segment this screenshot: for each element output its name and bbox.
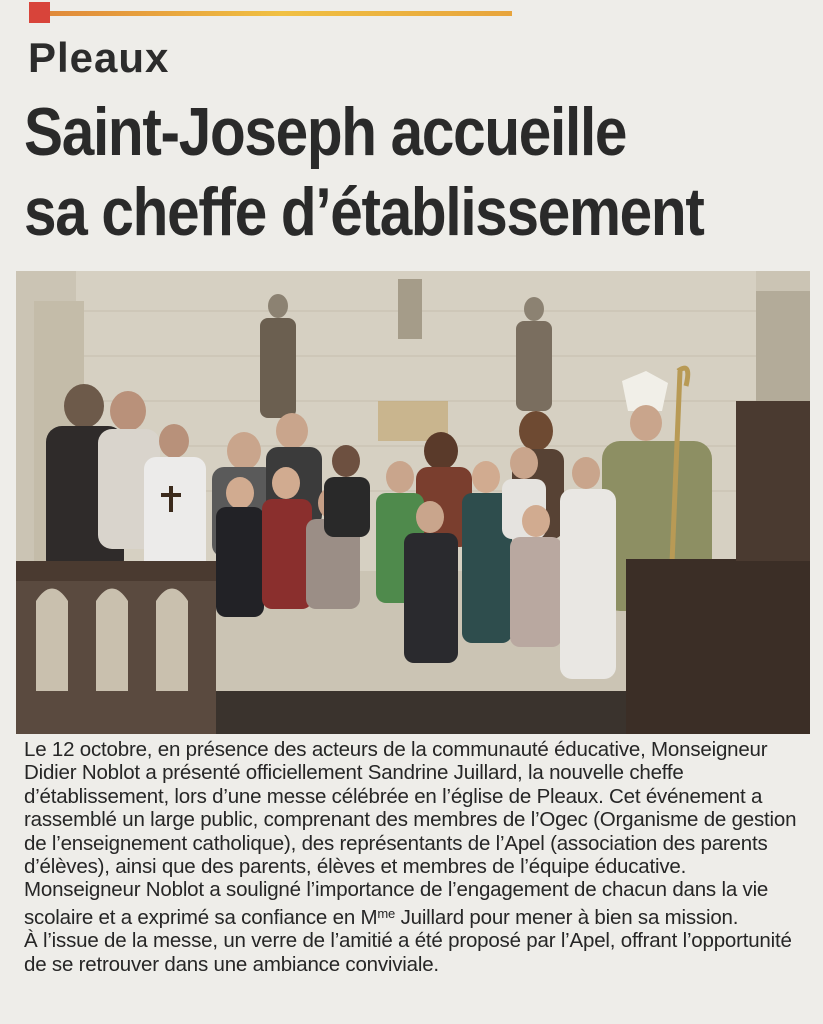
section-rule <box>50 11 512 16</box>
section-marker <box>29 2 50 23</box>
group-photo <box>16 271 810 734</box>
paragraph-1-text: Le 12 octobre, en présence des acteurs de la communauté éducative, Monseigneur Didier Noblot a présenté officiellement Sandrine Juillard, la nouvelle cheffe d’établissement, lors d’une messe célébrée en l’église de Pleaux. Cet événement a rassemblé un large public, comprenant des membres de l’Ogec (Organisme de gestion de l’enseignement catholique), des représentants de l’Apel (association des parents d’élèves), ainsi que des parents, élèves et membres de l’équipe éducative. Monseigneur Noblot a souligné l’importance de l’engagement de chacun dans la vie scolaire et a exprimé sa confiance en M <box>24 738 797 929</box>
article-headline <box>24 92 703 252</box>
paragraph-1-end: Juillard pour mener à bien sa mission. <box>395 905 739 929</box>
group-photo-church-icon <box>16 271 810 734</box>
article-paragraph-1 <box>24 738 804 929</box>
paragraph-1-superscript: me <box>377 905 396 921</box>
article-body <box>24 738 804 976</box>
headline-line-2: sa cheffe d’établissement <box>24 174 704 250</box>
headline-line-1: Saint-Joseph accueille <box>24 94 627 170</box>
article-paragraph-2: À l’issue de la messe, un verre de l’amitié a été proposé par l’Apel, offrant l’opportunité de se retrouver dans une ambiance conviviale. <box>24 929 792 976</box>
section-title: Pleaux <box>28 34 170 81</box>
